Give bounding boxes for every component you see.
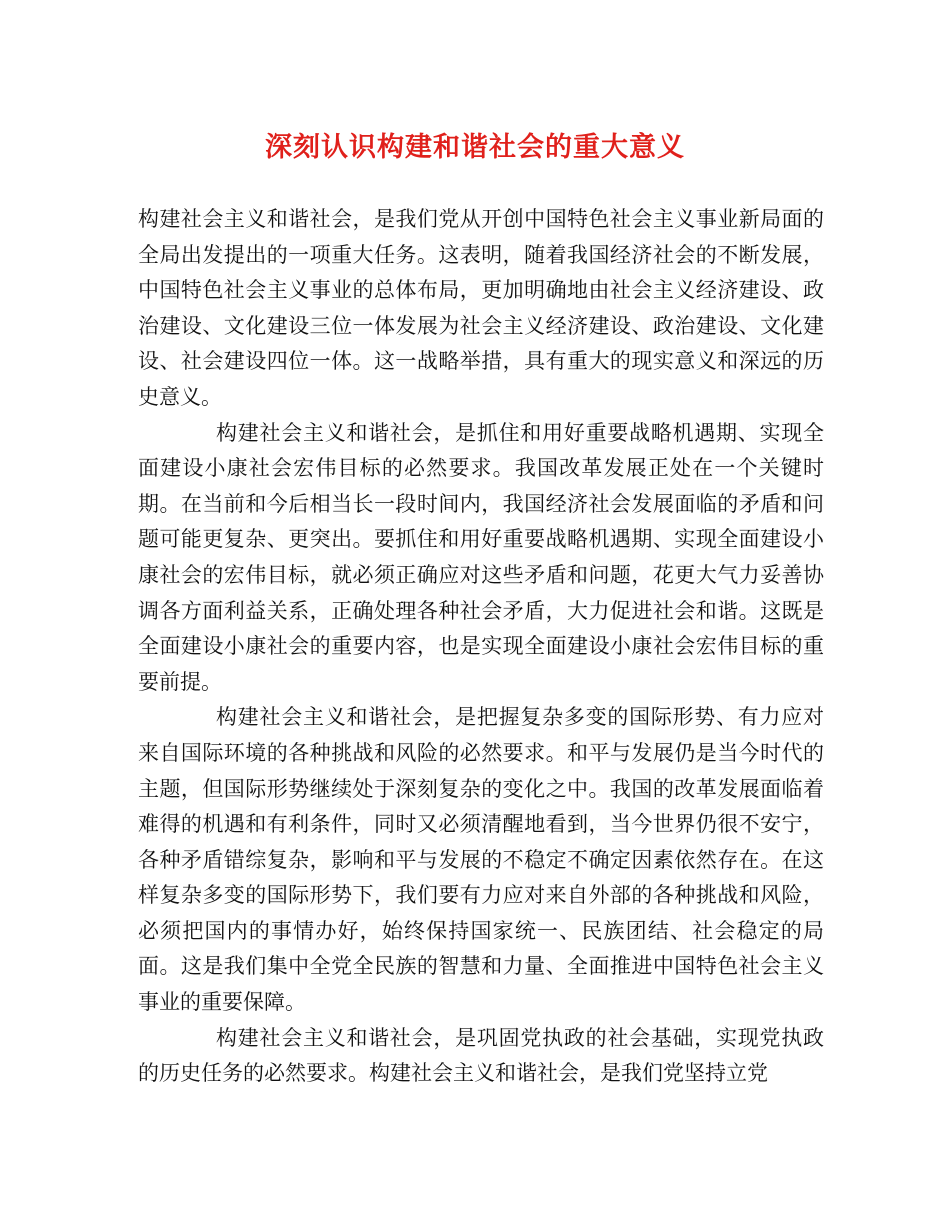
paragraph-3: 构建社会主义和谐社会，是把握复杂多变的国际形势、有力应对来自国际环境的各种挑战和风险的必然要求。和平与发展仍是当今时代的主题，但国际形势继续处于深刻复杂的变化之中。我国的改革发展面临着难得的机遇和有利条件，同时又必须清醒地看到，当今世界仍很不安宁，各种矛盾错综复杂，影响和平与发展的不稳定不确定因素依然存在。在这样复杂多变的国际形势下，我们要有力应对来自外部的各种挑战和风险，必须把国内的事情办好，始终保持国家统一、民族团结、社会稳定的局面。这是我们集中全党全民族的智慧和力量、全面推进中国特色社会主义事业的重要保障。 — [138, 705, 824, 1015]
paragraph-2: 构建社会主义和谐社会，是抓住和用好重要战略机遇期、实现全面建设小康社会宏伟目标的必然要求。我国改革发展正处在一个关键时期。在当前和今后相当长一段时间内，我国经济社会发展面临的矛盾和问题可能更复杂、更突出。要抓住和用好重要战略机遇期、实现全面建设小康社会的宏伟目标，就必须正确应对这些矛盾和问题，花更大气力妥善协调各方面利益关系，正确处理各种社会矛盾，大力促进社会和谐。这既是全面建设小康社会的重要内容，也是实现全面建设小康社会宏伟目标的重要前提。 — [138, 420, 824, 694]
document-body — [138, 202, 824, 1092]
document-title: 深刻认识构建和谐社会的重大意义 — [265, 132, 685, 163]
paragraph-4: 构建社会主义和谐社会，是巩固党执政的社会基础，实现党执政的历史任务的必然要求。构建社会主义和谐社会，是我们党坚持立党 — [138, 1025, 824, 1086]
paragraph-1: 构建社会主义和谐社会，是我们党从开创中国特色社会主义事业新局面的全局出发提出的一项重大任务。这表明，随着我国经济社会的不断发展，中国特色社会主义事业的总体布局，更加明确地由社会主义经济建设、政治建设、文化建设三位一体发展为社会主义经济建设、政治建设、文化建设、社会建设四位一体。这一战略举措，具有重大的现实意义和深远的历史意义。 — [138, 207, 824, 409]
